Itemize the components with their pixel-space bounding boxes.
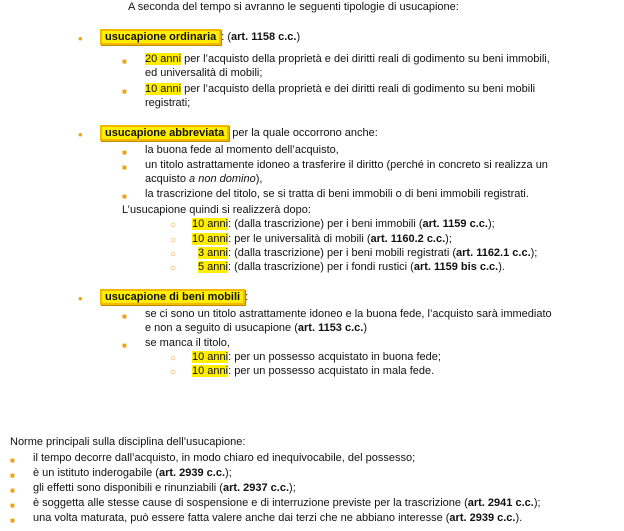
list-item-cont: registrati; <box>145 97 191 109</box>
bullet-icon: ■ <box>122 163 127 172</box>
bullet-icon: ■ <box>122 312 127 321</box>
bullet-icon: ■ <box>10 486 15 495</box>
bullet-icon: ■ <box>10 471 15 480</box>
bullet-icon: ■ <box>122 341 127 350</box>
circle-bullet-icon: ○ <box>170 220 177 231</box>
sub-item: 10 anni: per le universalità di mobili (art. 1160.2 c.c.); <box>192 233 452 245</box>
norme-heading: Norme principali sulla disciplina dell’usucapione: <box>10 436 246 448</box>
bullet-icon: ■ <box>122 57 127 66</box>
circle-bullet-icon: ○ <box>170 235 177 246</box>
circle-bullet-icon: ○ <box>170 353 177 364</box>
bullet-icon: ■ <box>122 192 127 201</box>
list-item: la trascrizione del titolo, se si tratta di beni immobili o di beni immobili registrati. <box>145 188 529 200</box>
norme-item: è soggetta alle stesse cause di sospensione e di interruzione previste per la trascrizione (art. 2941 c.c.); <box>33 497 541 509</box>
circle-bullet-icon: ○ <box>170 249 177 260</box>
list-item-cont: e non a seguito di usucapione (art. 1153 c.c.) <box>145 322 368 334</box>
sub-item: 10 anni: per un possesso acquistato in mala fede. <box>192 365 435 377</box>
list-item: 10 anni per l’acquisto della proprietà e dei diritti reali di godimento su beni mobili <box>145 83 536 95</box>
list-item: un titolo astrattamente idoneo a trasferire il diritto (perché in concreto si realizza un <box>145 159 548 171</box>
norme-item: il tempo decorre dall’acquisto, in modo chiaro ed inequivocabile, del possesso; <box>33 452 416 464</box>
article-ref: art. 1158 c.c. <box>231 31 297 43</box>
bullet-icon: • <box>78 127 83 142</box>
sub-item: 10 anni: per un possesso acquistato in buona fede; <box>192 351 441 363</box>
bullet-icon: ■ <box>122 148 127 157</box>
bullet-icon: ■ <box>10 456 15 465</box>
list-item: la buona fede al momento dell’acquisto, <box>145 144 339 156</box>
section-abbreviata: usucapione abbreviata per la quale occorrono anche: <box>100 127 378 140</box>
section-beni-mobili: usucapione di beni mobili : <box>100 291 248 304</box>
norme-item: gli effetti sono disponibili e rinunziabili (art. 2937 c.c.); <box>33 482 296 494</box>
list-item: 20 anni per l’acquisto della proprietà e dei diritti reali di godimento su beni immobili, <box>145 53 550 65</box>
bullet-icon: • <box>78 291 83 306</box>
bullet-icon: ■ <box>10 501 15 510</box>
sub-item: 3 anni: (dalla trascrizione) per i beni mobili registrati (art. 1162.1 c.c.); <box>198 247 538 259</box>
section-title: usucapione di beni mobili <box>100 289 245 305</box>
circle-bullet-icon: ○ <box>170 367 177 378</box>
norme-item: una volta maturata, può essere fatta valere anche dai terzi che ne abbiano interesse (art. 2939 c.c.). <box>33 512 523 524</box>
sub-item: 10 anni: (dalla trascrizione) per i beni immobili (art. 1159 c.c.); <box>192 218 495 230</box>
bullet-icon: • <box>78 31 83 46</box>
sub-item: 5 anni: (dalla trascrizione) per i fondi rustici (art. 1159 bis c.c.). <box>198 261 505 273</box>
norme-item: è un istituto inderogabile (art. 2939 c.c.); <box>33 467 232 479</box>
bullet-icon: ■ <box>122 87 127 96</box>
list-item-cont: ed universalità di mobili; <box>145 67 263 79</box>
bullet-icon: ■ <box>10 516 15 525</box>
list-item: se manca il titolo, <box>145 337 230 349</box>
list-item-cont: acquisto a non domino), <box>145 173 263 185</box>
list-item: se ci sono un titolo astrattamente idoneo e la buona fede, l’acquisto sarà immediato <box>145 308 552 320</box>
intro-text: A seconda del tempo si avranno le seguenti tipologie di usucapione: <box>128 1 459 13</box>
quindi-text: L’usucapione quindi si realizzerà dopo: <box>122 204 311 216</box>
section-title: usucapione ordinaria <box>100 29 221 45</box>
circle-bullet-icon: ○ <box>170 263 177 274</box>
section-title: usucapione abbreviata <box>100 125 229 141</box>
section-ordinaria: usucapione ordinaria : (art. 1158 c.c.) <box>100 31 300 44</box>
